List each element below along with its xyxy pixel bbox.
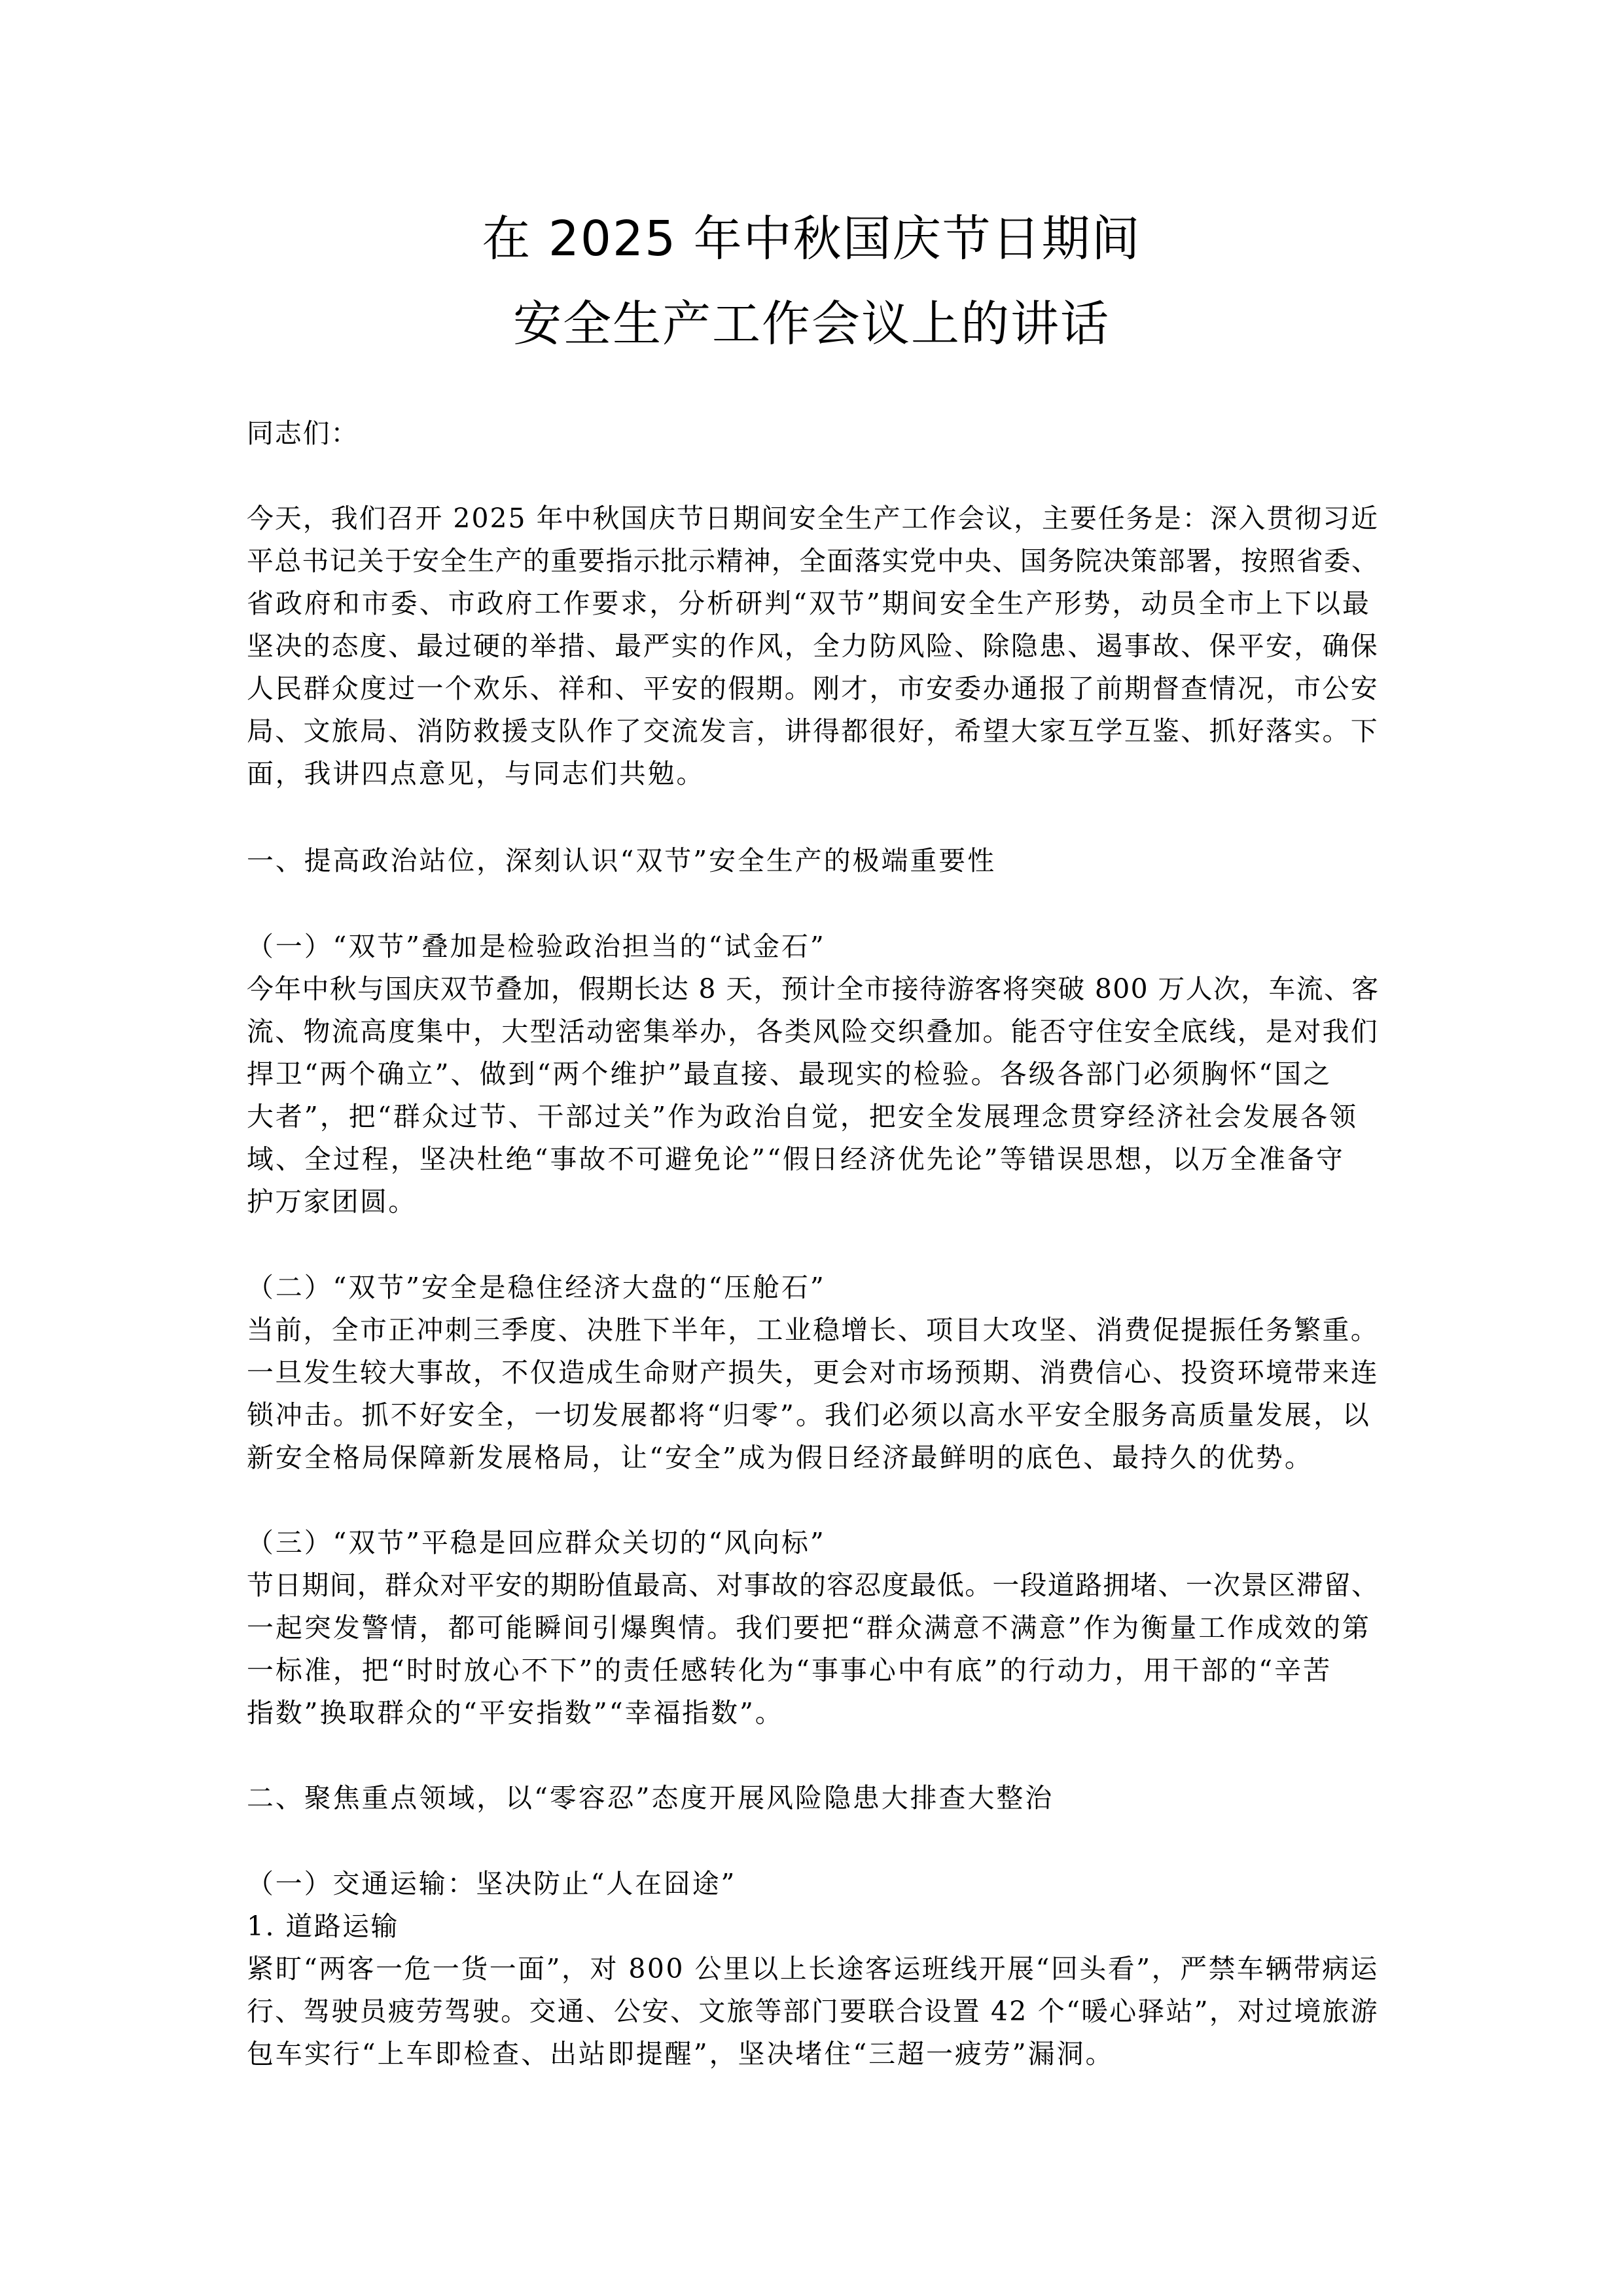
section-2-heading-block: [247, 1777, 1385, 1820]
salutation-text: 同志们：: [247, 418, 359, 449]
paragraph-line: 人民群众度过一个欢乐、祥和、平安的假期。刚才，市安委办通报了前期督查情况，市公安: [247, 673, 1380, 704]
subsection-heading: （二）“双节”安全是稳住经济大盘的“压舱石”: [247, 1272, 826, 1303]
section-heading: 二、聚焦重点领域，以“零容忍”态度开展风险隐患大排查大整治: [247, 1782, 1054, 1814]
section-2-sub-1: [247, 1863, 1385, 2075]
paragraph-line: 流、物流高度集中，大型活动密集举办，各类风险交织叠加。能否守住安全底线，是对我们: [247, 1016, 1380, 1047]
paragraph-line: 紧盯“两客一危一货一面”，对 800 公里以上长途客运班线开展“回头看”，严禁车辆带病运: [247, 1953, 1379, 1984]
paragraph-line: 省政府和市委、市政府工作要求，分析研判“双节”期间安全生产形势，动员全市上下以最: [247, 588, 1371, 619]
paragraph-line: 域、全过程，坚决杜绝“事故不可避免论”“假日经济优先论”等错误思想，以万全准备守: [247, 1143, 1346, 1175]
document-title-line-2: 安全生产工作会议上的讲话: [513, 296, 1110, 352]
section-1-heading-block: [247, 840, 1385, 882]
paragraph-line: 今年中秋与国庆双节叠加，假期长达 8 天，预计全市接待游客将突破 800 万人次，车流、客: [247, 973, 1380, 1005]
paragraph-line: 指数”换取群众的“平安指数”“幸福指数”。: [247, 1697, 784, 1729]
section-1-sub-2: [247, 1266, 1385, 1479]
paragraph-line: 平总书记关于安全生产的重要指示批示精神，全面落实党中央、国务院决策部署，按照省委、: [247, 545, 1380, 577]
section-1-sub-3: [247, 1522, 1385, 1734]
paragraph-line: 行、驾驶员疲劳驾驶。交通、公安、文旅等部门要联合设置 42 个“暖心驿站”，对过境旅游: [247, 1996, 1379, 2027]
paragraph-line: 护万家团圆。: [247, 1186, 417, 1217]
section-heading: 一、提高政治站位，深刻认识“双节”安全生产的极端重要性: [247, 845, 997, 876]
paragraph-line: 捍卫“两个确立”、做到“两个维护”最直接、最现实的检验。各级各部门必须胸怀“国之: [247, 1058, 1332, 1090]
item-heading: 1. 道路运输: [247, 1910, 399, 1942]
paragraph-line: 节日期间，群众对平安的期盼值最高、对事故的容忍度最低。一段道路拥堵、一次景区滞留、: [247, 1570, 1380, 1601]
paragraph-line: 今天，我们召开 2025 年中秋国庆节日期间安全生产工作会议，主要任务是：深入贯彻习近: [247, 503, 1380, 534]
paragraph-line: 面，我讲四点意见，与同志们共勉。: [247, 758, 705, 789]
paragraph-line: 新安全格局保障新发展格局，让“安全”成为假日经济最鲜明的底色、最持久的优势。: [247, 1442, 1313, 1473]
paragraph-line: 当前，全市正冲刺三季度、决胜下半年，工业稳增长、项目大攻坚、消费促提振任务繁重。: [247, 1314, 1380, 1346]
subsection-heading: （一）“双节”叠加是检验政治担当的“试金石”: [247, 931, 826, 962]
paragraph-line: 一起突发警情，都可能瞬间引爆舆情。我们要把“群众满意不满意”作为衡量工作成效的第: [247, 1612, 1371, 1643]
document-title-line-1: 在 2025 年中秋国庆节日期间: [482, 211, 1141, 267]
section-1-sub-1: [247, 925, 1385, 1223]
paragraph-line: 大者”，把“群众过节、干部过关”作为政治自觉，把安全发展理念贯穿经济社会发展各领: [247, 1101, 1358, 1132]
intro-paragraph: [247, 497, 1385, 795]
paragraph-line: 一标准，把“时时放心不下”的责任感转化为“事事心中有底”的行动力，用干部的“辛苦: [247, 1655, 1332, 1686]
subsection-heading: （一）交通运输：坚决防止“人在囧途”: [247, 1868, 737, 1899]
subsection-heading: （三）“双节”平稳是回应群众关切的“风向标”: [247, 1527, 826, 1558]
salutation: [247, 412, 1385, 455]
paragraph-line: 一旦发生较大事故，不仅造成生命财产损失，更会对市场预期、消费信心、投资环境带来连: [247, 1357, 1380, 1388]
paragraph-line: 局、文旅局、消防救援支队作了交流发言，讲得都很好，希望大家互学互鉴、抓好落实。下: [247, 715, 1380, 747]
paragraph-line: 锁冲击。抓不好安全，一切发展都将“归零”。我们必须以高水平安全服务高质量发展，以: [247, 1399, 1371, 1431]
paragraph-line: 包车实行“上车即检查、出站即提醒”，坚决堵住“三超一疲劳”漏洞。: [247, 2038, 1115, 2070]
paragraph-line: 坚决的态度、最过硬的举措、最严实的作风，全力防风险、除隐患、遏事故、保平安，确保: [247, 630, 1380, 662]
